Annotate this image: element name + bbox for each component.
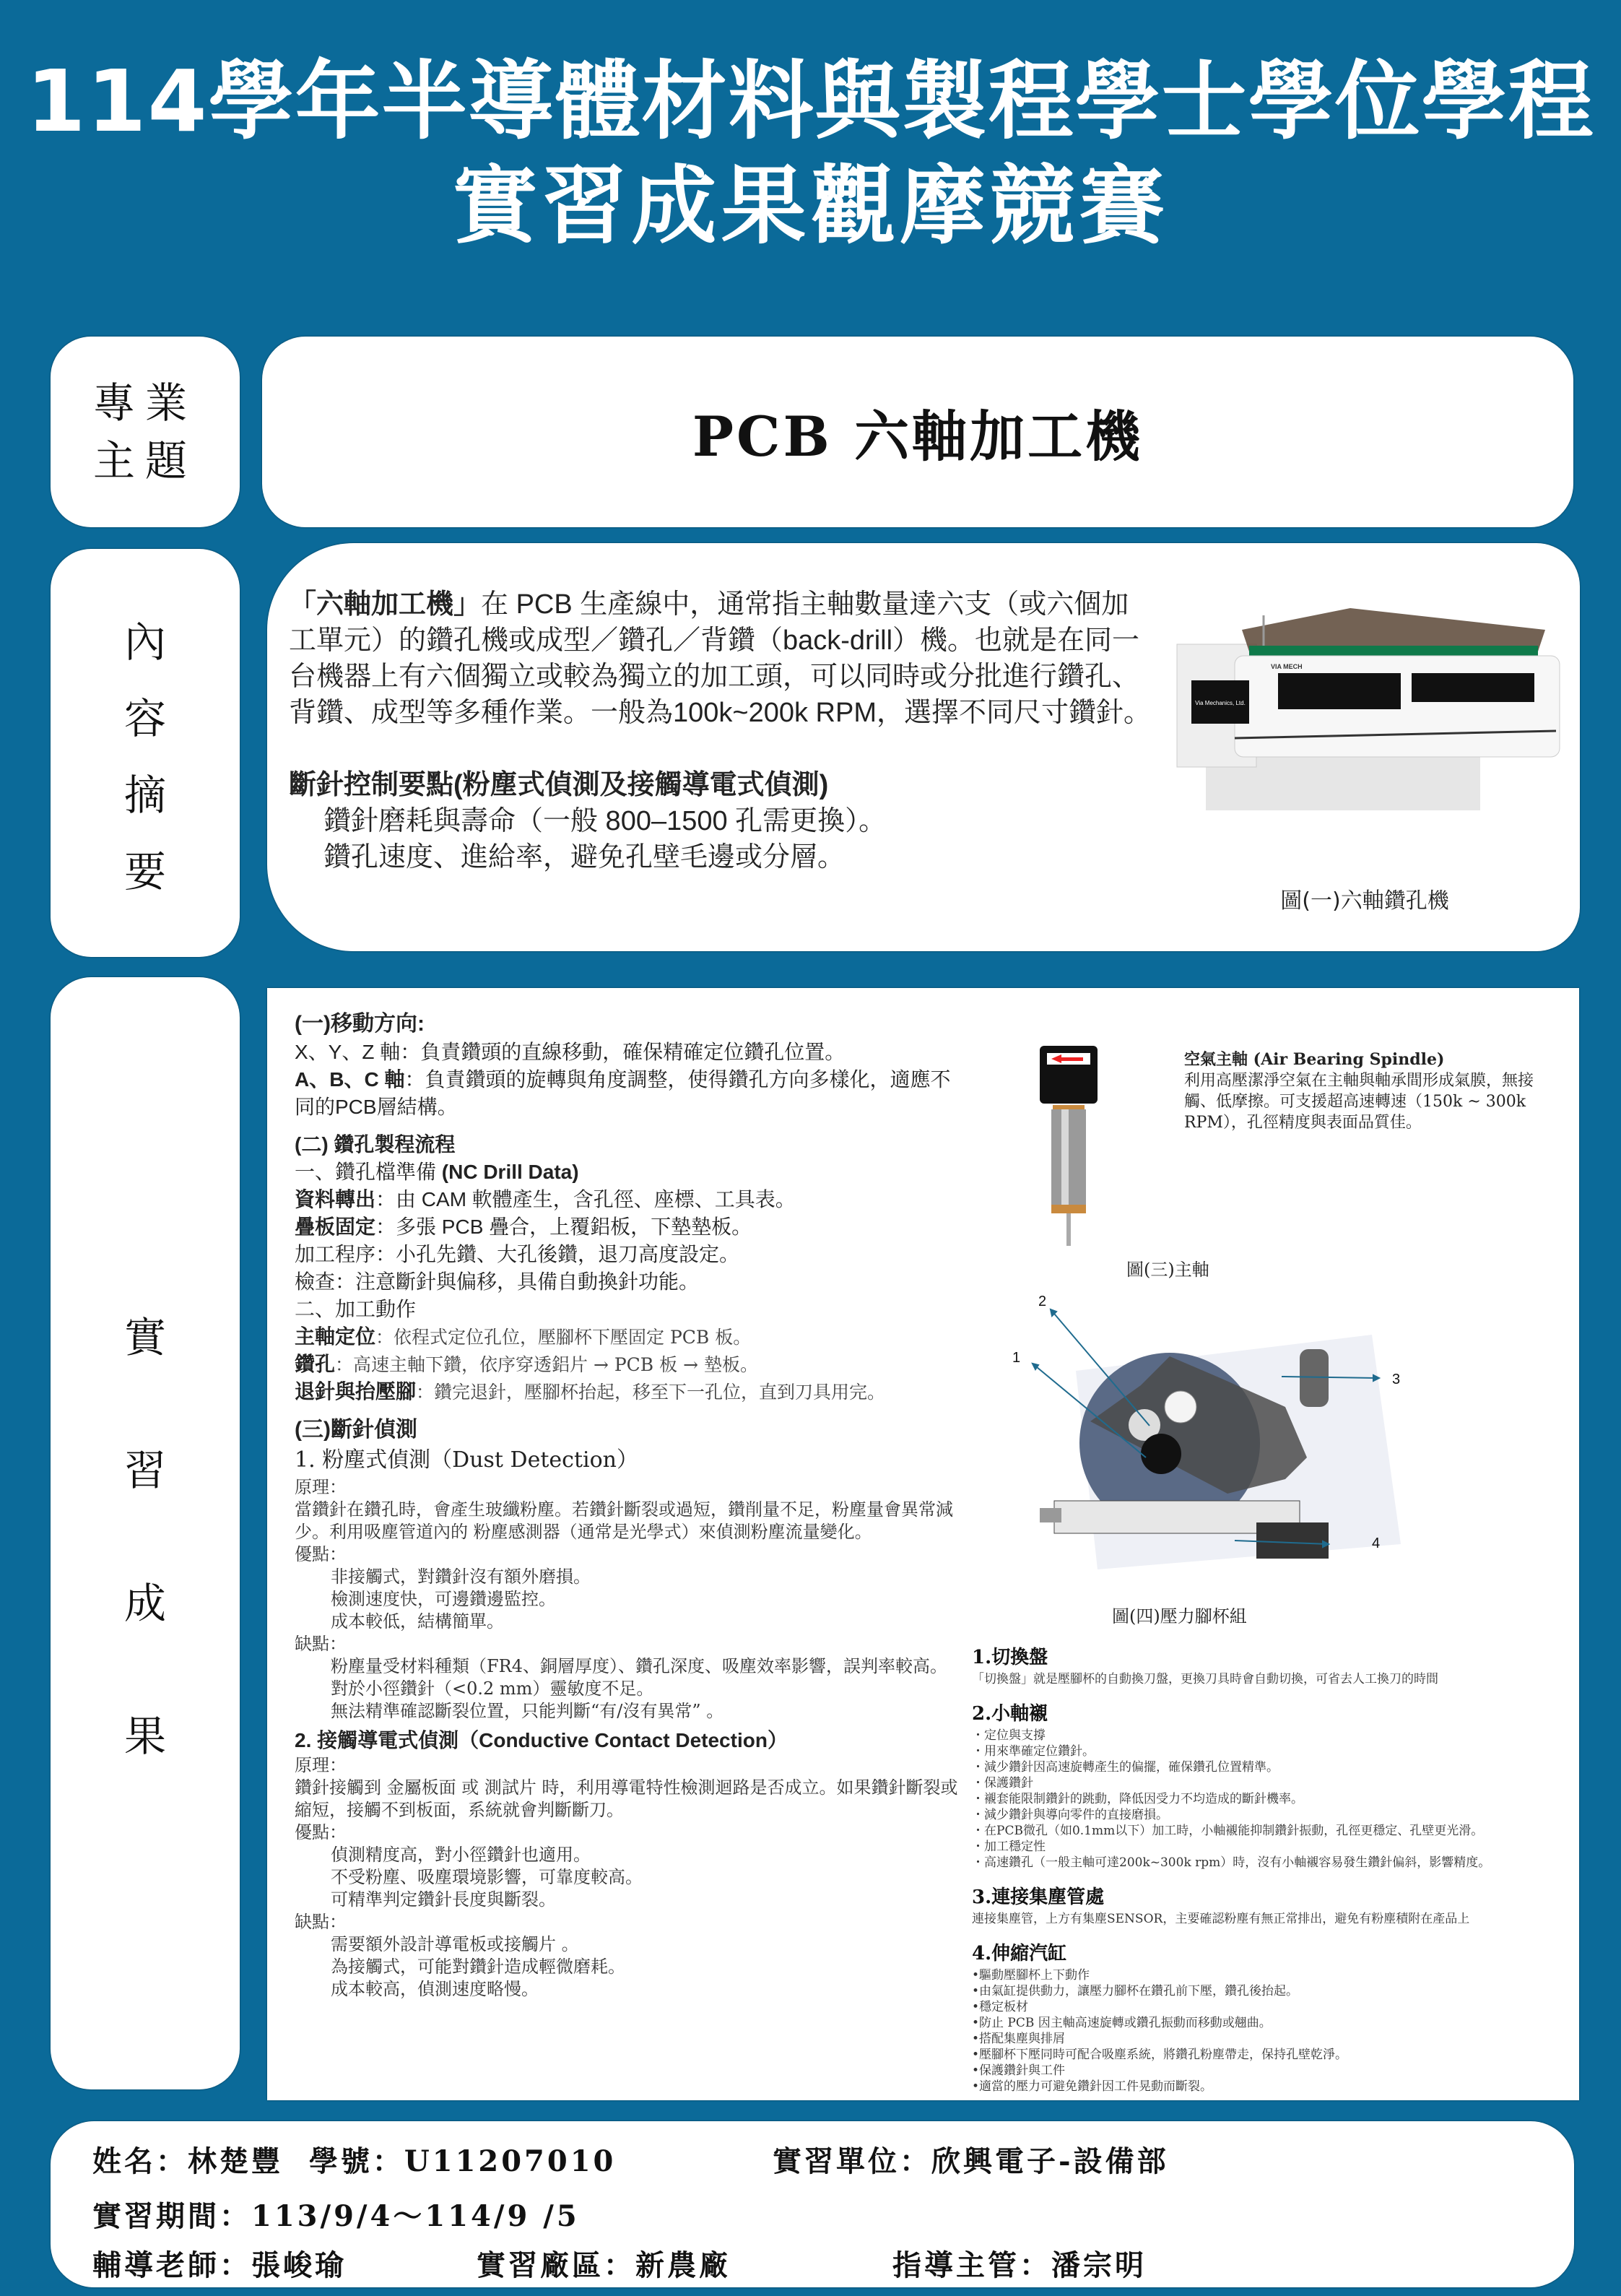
prep-item-text: ：小孔先鑽、大孔後鑽，退刀高度設定。 <box>375 1243 740 1265</box>
action-item <box>295 1378 959 1405</box>
topic-title: PCB 六軸加工機 <box>692 404 1144 469</box>
part-line: 「切換盤」就是壓腳杯的自動換刀盤，更換刀具時會自動切換，可省去人工換刀的時間 <box>972 1672 1438 1686</box>
dust-detection-title: 1. 粉塵式偵測（Dust Detection） <box>295 1447 638 1473</box>
action-item-text: ：高速主軸下鑽，依序穿透鋁片 → PCB 板 → 墊板。 <box>335 1354 758 1375</box>
action-item-label: 鑽孔 <box>295 1353 336 1375</box>
part-line: •由氣缸提供動力，讓壓力腳杯在鑽孔前下壓，鑽孔後抬起。 <box>972 1984 1299 1998</box>
action-item <box>295 1323 959 1351</box>
advisor: 輔導老師：張峻瑜 <box>92 2248 347 2282</box>
presser-foot-assembly-image <box>982 1284 1430 1573</box>
callout-3: 3 <box>1392 1372 1401 1387</box>
internship-period: 實習期間：113/9/4～114/9 /5 <box>92 2199 580 2233</box>
part-line: •搭配集塵與排屑 <box>972 2032 1066 2046</box>
drill-data-heading <box>295 1158 959 1186</box>
control-point: 鑽孔速度、進給率，避免孔壁毛邊或分層。 <box>323 842 846 872</box>
abstract-intro-body: 在 PCB 生產線中，通常指主軸數量達六支（或六個加工單元）的鑽孔機或成型／鑽孔／背鑽（back-drill）機。也就是在同一台機器上有六個獨立或較為獨立的加工頭，可以同時或分批進行鑽孔、背鑽、成型等多種作業。一般為100k~200k RPM，選擇不同尺寸鑽針。 <box>289 589 1151 728</box>
part-line: ・加工穩定性 <box>972 1840 1046 1854</box>
six-axis-drilling-machine-image <box>1162 601 1567 818</box>
dust-principle-label: 原理： <box>295 1477 347 1497</box>
part-line: ・高速鑽孔（一般主軸可達200k~300k rpm）時，沒有小軸襯容易發生鑽針偏斜，影響精度。 <box>972 1855 1491 1870</box>
contact-pro: 偵測精度高，對小徑鑽針也適用。 <box>331 1845 591 1865</box>
results-right-column <box>968 988 1574 2100</box>
prep-item-text: ：由 CAM 軟體產生，含孔徑、座標、工具表。 <box>375 1188 796 1210</box>
dust-pro: 檢測速度快，可邊鑽邊監控。 <box>331 1589 556 1609</box>
results-card <box>267 988 1579 2100</box>
machining-heading: 二、加工動作 <box>295 1298 417 1320</box>
poster-title-line2: 實習成果觀摩競賽 <box>452 156 1169 256</box>
results-label-card <box>51 977 240 2089</box>
callout-2: 2 <box>1038 1294 1047 1309</box>
contact-pros-label: 優點： <box>295 1822 347 1842</box>
machine-figure-caption: 圖(一)六軸鑽孔機 <box>1280 888 1449 914</box>
action-item-text: ：依程式定位孔位，壓腳杯下壓固定 PCB 板。 <box>375 1327 752 1348</box>
presser-figure-caption: 圖(四)壓力腳杯組 <box>1112 1606 1247 1626</box>
abstract-label-char: 內 <box>123 617 166 667</box>
part-line: ・在PCB微孔（如0.1mm以下）加工時，小軸襯能抑制鑽針振動，孔徑更穩定、孔壁更光滑。 <box>972 1824 1484 1838</box>
internship-unit: 實習單位：欣興電子-設備部 <box>773 2144 1169 2178</box>
part-line: ・定位與支撐 <box>972 1728 1046 1743</box>
poster-title-line1: 114學年半導體材料與製程學士學位學程 <box>26 51 1595 151</box>
action-item <box>295 1351 959 1378</box>
topic-card <box>262 337 1573 527</box>
dust-pro: 非接觸式，對鑽針沒有額外磨損。 <box>331 1567 591 1587</box>
results-label-char: 實 <box>123 1313 166 1362</box>
dust-pros-label: 優點： <box>295 1544 347 1564</box>
part-line: •防止 PCB 因主軸高速旋轉或鑽孔振動而移動或翹曲。 <box>972 2016 1272 2030</box>
drill-data-prefix: 一、鑽孔檔準備 <box>295 1161 442 1183</box>
xyz-axis-desc: ：負責鑽頭的直線移動，確保精確定位鑽孔位置。 <box>400 1041 846 1063</box>
section-movement-title: (一)移動方向: <box>295 1012 425 1036</box>
part-line: •驅動壓腳杯上下動作 <box>972 1968 1090 1983</box>
topic-label-line2: 主題 <box>92 436 197 485</box>
prep-item <box>295 1186 959 1213</box>
contact-con: 為接觸式，可能對鑽針造成輕微磨耗。 <box>331 1957 625 1977</box>
part-title: 1.切換盤 <box>972 1647 1048 1668</box>
xyz-axis-text <box>295 1039 959 1066</box>
spindle-title: 空氣主軸 (Air Bearing Spindle) <box>1184 1050 1445 1069</box>
monitor-text: Via Mechanics, Ltd. <box>1195 700 1246 706</box>
part-title: 2.小軸襯 <box>972 1703 1048 1725</box>
abstract-label-char: 容 <box>123 693 166 743</box>
callout-1: 1 <box>1012 1350 1021 1366</box>
air-spindle-image <box>1033 1039 1105 1255</box>
part-line: ・減少鑽針因高速旋轉產生的偏擺，確保鑽孔位置精準。 <box>972 1760 1279 1775</box>
spindle-description <box>1184 1049 1560 1133</box>
prep-item-label: 資料轉出 <box>295 1188 376 1210</box>
part-line: •壓腳杯下壓同時可配合吸塵系統，將鑽孔粉塵帶走，保持孔壁乾淨。 <box>972 2048 1348 2062</box>
part-line: •適當的壓力可避免鑽針因工件晃動而斷裂。 <box>972 2079 1213 2094</box>
abc-axis-label: A、B、C 軸 <box>295 1068 405 1091</box>
prep-item <box>295 1241 959 1268</box>
part-line: ・用來準確定位鑽針。 <box>972 1744 1095 1759</box>
student-info-card <box>51 2121 1574 2287</box>
prep-item-label: 檢查 <box>295 1270 336 1293</box>
part-title: 3.連接集塵管處 <box>972 1886 1105 1908</box>
action-item-label: 主軸定位 <box>295 1325 376 1348</box>
control-points-title: 斷針控制要點(粉塵式偵測及接觸導電式偵測) <box>289 770 829 800</box>
action-item-label: 退針與抬壓腳 <box>295 1380 417 1403</box>
results-left-column <box>295 1010 959 2001</box>
dust-con: 對於小徑鑽針（<0.2 mm）靈敏度不足。 <box>331 1678 654 1699</box>
abc-axis-text <box>295 1066 959 1121</box>
dust-cons-label: 缺點： <box>295 1634 347 1654</box>
abstract-label-char: 要 <box>123 846 166 896</box>
topic-label-line1: 專業 <box>92 378 197 428</box>
part-line: ・保護鑽針 <box>972 1776 1033 1790</box>
xyz-axis-label: X、Y、Z 軸 <box>295 1041 401 1063</box>
prep-item-text: ：多張 PCB 疊合，上覆鋁板，下墊墊板。 <box>375 1216 752 1238</box>
results-label-char: 習 <box>123 1446 166 1495</box>
callout-4: 4 <box>1372 1535 1381 1551</box>
supervisor: 指導主管：潘宗明 <box>892 2248 1147 2282</box>
part-line: ・襯套能限制鑽針的跳動，降低因受力不均造成的斷針機率。 <box>972 1792 1303 1806</box>
abstract-label-card <box>51 549 240 957</box>
contact-principle-label: 原理： <box>295 1755 347 1775</box>
abc-axis-desc: ：負責鑽頭的旋轉與角度調整，使得鑽孔方向多樣化，適應不同的PCB層結構。 <box>295 1068 951 1118</box>
part-line: ・減少鑽針與導向零件的直接磨損。 <box>972 1808 1168 1822</box>
abstract-text <box>289 586 1155 875</box>
section-breakage-title: (三)斷針偵測 <box>295 1418 417 1442</box>
contact-con: 成本較高，偵測速度略慢。 <box>331 1979 539 1999</box>
results-label-char: 成 <box>123 1579 166 1628</box>
prep-item-label: 疊板固定 <box>295 1216 376 1238</box>
contact-cons-label: 缺點： <box>295 1912 347 1932</box>
prep-item-text: ：注意斷針與偏移，具備自動換針功能。 <box>335 1270 700 1293</box>
part-title: 4.伸縮汽缸 <box>972 1943 1067 1964</box>
results-label-char: 果 <box>123 1712 166 1761</box>
prep-item-label: 加工程序 <box>295 1243 376 1265</box>
prep-item <box>295 1213 959 1241</box>
poster-title <box>0 51 1621 260</box>
part-line: •保護鑽針與工件 <box>972 2063 1066 2078</box>
parts-list <box>972 1631 1571 2094</box>
dust-con: 粉塵量受材料種類（FR4、銅層厚度）、鑽孔深度、吸塵效率影響，誤判率較高。 <box>331 1656 947 1676</box>
dust-con: 無法精準確認斷裂位置，只能判斷“有/沒有異常” 。 <box>331 1701 724 1721</box>
dust-pro: 成本較低，結構簡單。 <box>331 1611 504 1632</box>
brand-text: VIA MECH <box>1271 663 1303 670</box>
section-process-title: (二) 鑽孔製程流程 <box>295 1133 456 1156</box>
part-line: 連接集塵管，上方有集塵SENSOR，主要確認粉塵有無正常排出，避免有粉塵積附在產品上 <box>972 1912 1470 1926</box>
contact-pro: 可精準判定鑽針長度與斷裂。 <box>331 1889 556 1910</box>
prep-item <box>295 1268 959 1296</box>
contact-detection-title: 2. 接觸導電式偵測（Conductive Contact Detection） <box>295 1729 788 1751</box>
part-line: •穩定板材 <box>972 2000 1029 2014</box>
contact-pro: 不受粉塵、吸塵環境影響，可靠度較高。 <box>331 1867 643 1887</box>
dust-principle: 當鑽針在鑽孔時，會產生玻纖粉塵。若鑽針斷裂或過短，鑽削量不足，粉塵量會異常減少。利用吸塵管道內的 粉塵感測器（通常是光學式）來偵測粉塵流量變化。 <box>295 1499 953 1542</box>
control-point: 鑽針磨耗與壽命（一般 800–1500 孔需更換）。 <box>323 806 887 836</box>
action-item-text: ：鑽完退針，壓腳杯抬起，移至下一孔位，直到刀具用完。 <box>416 1382 886 1403</box>
internship-plant: 實習廠區：新農廠 <box>477 2248 731 2282</box>
contact-con: 需要額外設計導電板或接觸片 。 <box>331 1934 579 1954</box>
abstract-intro <box>289 586 1155 731</box>
abstract-card <box>267 543 1580 951</box>
drill-data-suffix: (NC Drill Data) <box>441 1161 579 1183</box>
spindle-figure-caption: 圖(三)主軸 <box>1126 1260 1209 1280</box>
contact-principle: 鑽針接觸到 金屬板面 或 測試片 時，利用導電特性檢測迴路是否成立。如果鑽針斷裂或縮短，接觸不到板面，系統就會判斷斷刀。 <box>295 1777 958 1820</box>
abstract-label-char: 摘 <box>123 770 166 820</box>
student-name-id: 姓名：林楚豐 學號：U11207010 <box>92 2144 617 2178</box>
abstract-intro-strong: 「六軸加工機」 <box>289 589 482 620</box>
spindle-desc-body: 利用高壓潔淨空氣在主軸與軸承間形成氣膜，無接觸、低摩擦。可支援超高速轉速（150k ~ 300k RPM），孔徑精度與表面品質佳。 <box>1184 1072 1534 1132</box>
topic-label-card <box>51 337 240 527</box>
